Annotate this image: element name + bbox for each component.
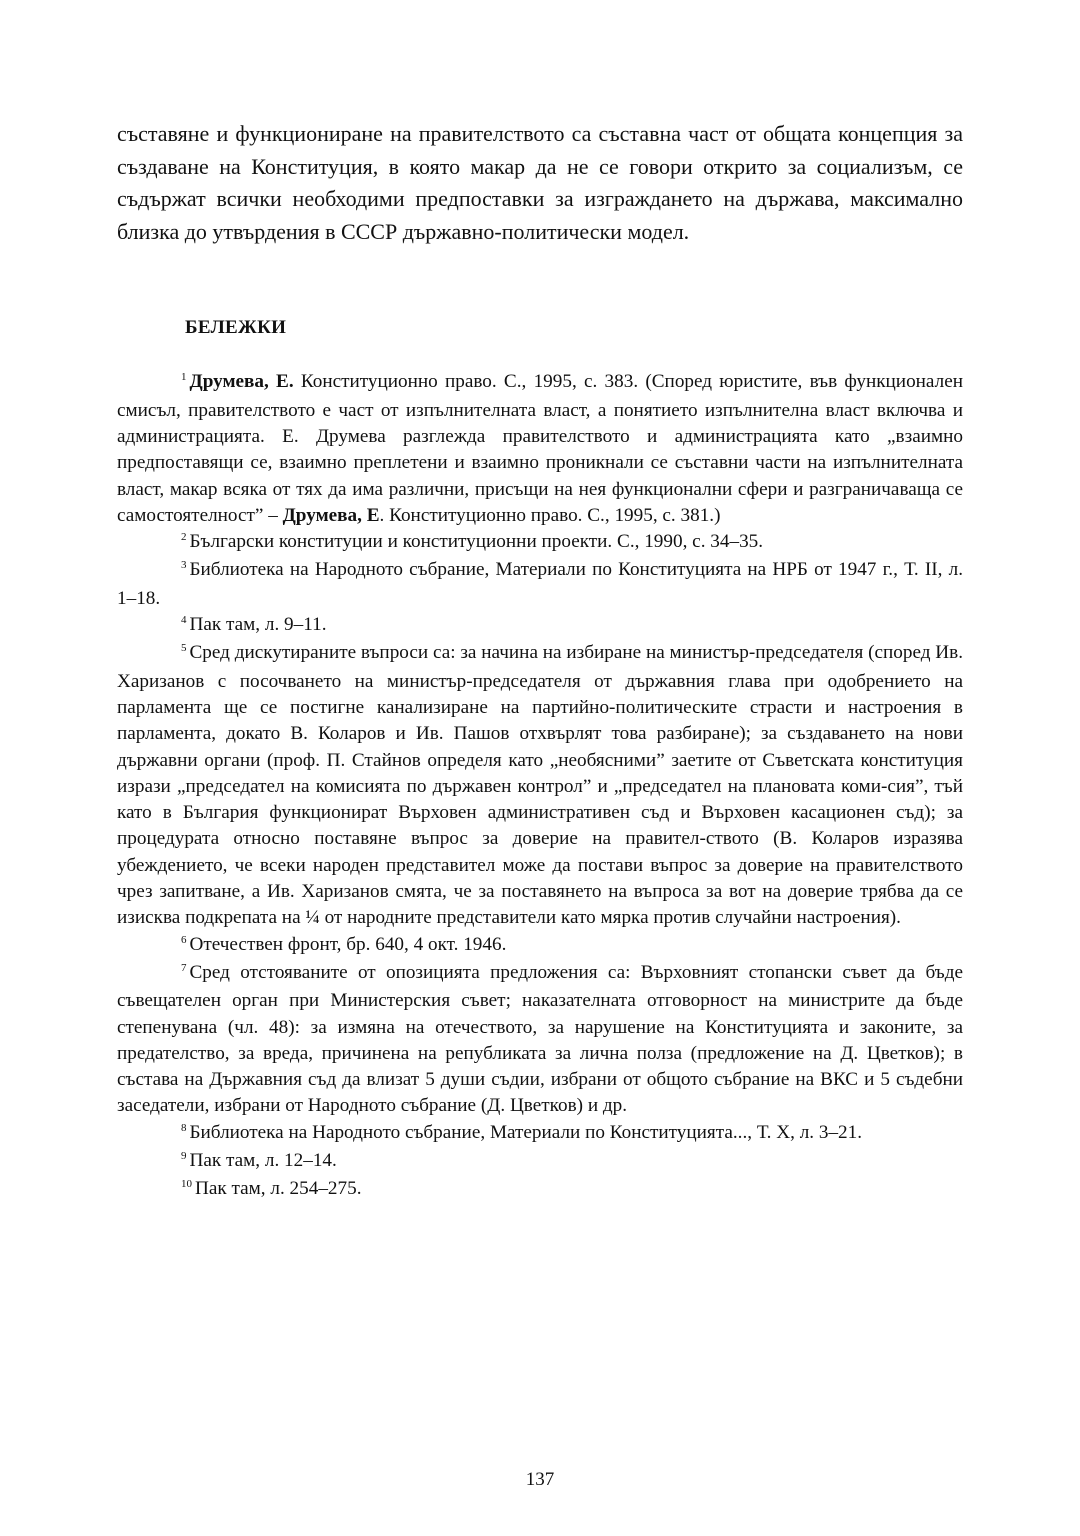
note-author: Друмева, Е. bbox=[189, 371, 294, 393]
note-number: 5 bbox=[181, 642, 187, 655]
note-text: Пак там, л. 12–14. bbox=[189, 1149, 337, 1171]
note-text: Отечествен фронт, бр. 640, 4 окт. 1946. bbox=[189, 933, 507, 955]
note-8 bbox=[117, 1120, 963, 1148]
notes-heading: БЕЛЕЖКИ bbox=[185, 317, 287, 339]
note-number: 7 bbox=[181, 961, 187, 974]
note-5 bbox=[117, 640, 963, 931]
note-number: 6 bbox=[181, 933, 187, 946]
note-text: . Конституционно право. С., 1995, с. 381.) bbox=[379, 504, 721, 526]
note-7 bbox=[117, 960, 963, 1120]
note-10 bbox=[117, 1176, 963, 1204]
note-text: Сред отстояваните от опозицията предложения са: Върховният стопански съвет да бъде съвещателен орган при Министерския съвет; наказателната отговорност на министрите да бъде степенувана (чл. 48): за измяна на отечеството, за нарушение на Конституцията и законите, за предателство, за вреда, причинена на републиката за лична полза (предложение на Д. Цветков); в състава на Държавния съд да влизат 5 души съдии, избрани от общото събрание на ВКС и 5 съдебни заседатели, избрани от Народното събрание (Д. Цветков) и др. bbox=[117, 961, 963, 1117]
note-author: Друмева, Е bbox=[282, 504, 380, 526]
note-number: 2 bbox=[181, 531, 187, 544]
note-9 bbox=[117, 1148, 963, 1176]
note-2 bbox=[117, 529, 963, 557]
note-number: 3 bbox=[181, 559, 187, 572]
note-number: 8 bbox=[181, 1121, 187, 1134]
note-text: Български конституции и конституционни проекти. С., 1990, с. 34–35. bbox=[189, 531, 764, 553]
note-text: Пак там, л. 9–11. bbox=[189, 614, 327, 636]
note-text: Библиотека на Народното събрание, Материали по Конституцията на НРБ от 1947 г., Т. II, л. 1–18. bbox=[117, 559, 963, 609]
main-paragraph: съставяне и функциониране на правителството са съставна част от общата концепция за създаване на Конституция, в която макар да не се говори открито за социализъм, се съдържат всички необходими предпоставки за изграждането на държава, максимално близка до утвърдения в СССР държавно-политически модел. bbox=[117, 121, 963, 244]
note-1 bbox=[117, 369, 963, 529]
note-number: 10 bbox=[181, 1178, 192, 1191]
note-number: 9 bbox=[181, 1149, 187, 1162]
page-content bbox=[117, 118, 963, 1205]
note-text: Сред дискутираните въпроси са: за начина на избиране на министър-председателя (според Ив. Харизанов с посочването на министър-председателя от държавния глава при одобрението на парламента ще се постигне канализиране на партийно-политическите страсти и настроения в парламента, докато В. Коларов и Ив. Пашов отхвърлят това разбиране); за създаването на нови държавни органи (проф. П. Стайнов определя като „необясними” заетите от Съветската конституция изрази „председател на комисията по държавен контрол” и „председател на плановата коми-сия”, тъй като в България функционират Върховен административен съд и Върховен касационен съд); за процедурата относно поставяне въпрос за доверие на правител-ството (В. Коларов изразява убеждението, че всеки народен представител може да постави въпрос за доверие на правителството чрез запитване, а Ив. Харизанов смята, че за поставянето на въпроса за вот на доверие трябва да се изисква подкрепата на ¼ от народните представители като мярка против случайни настроения). bbox=[117, 642, 963, 929]
note-4 bbox=[117, 612, 963, 640]
note-text: Конституционно право. С., 1995, с. 383. (Според юристите, във функционален смисъл, правителството е част от изпълнителната власт, а понятието изпълнителна власт включва и администрацията. Е. Друмева разглежда правителството и администрацията като „взаимно предпоставящи се, взаимно преплетени и взаимно проникнали се съставни части на изпълнителната власт, макар всяка от тях да има различни, присъщи на нея функционални сфери и разграничаваща се самостоятелност” – bbox=[117, 371, 963, 526]
note-number: 4 bbox=[181, 614, 187, 627]
note-text: Библиотека на Народното събрание, Материали по Конституцията..., Т. Х, л. 3–21. bbox=[189, 1121, 863, 1143]
note-number: 1 bbox=[181, 371, 187, 384]
note-text: Пак там, л. 254–275. bbox=[195, 1178, 362, 1200]
page-number: 137 bbox=[525, 1469, 555, 1490]
note-6 bbox=[117, 932, 963, 960]
notes-list bbox=[117, 369, 963, 1204]
note-3 bbox=[117, 557, 963, 612]
